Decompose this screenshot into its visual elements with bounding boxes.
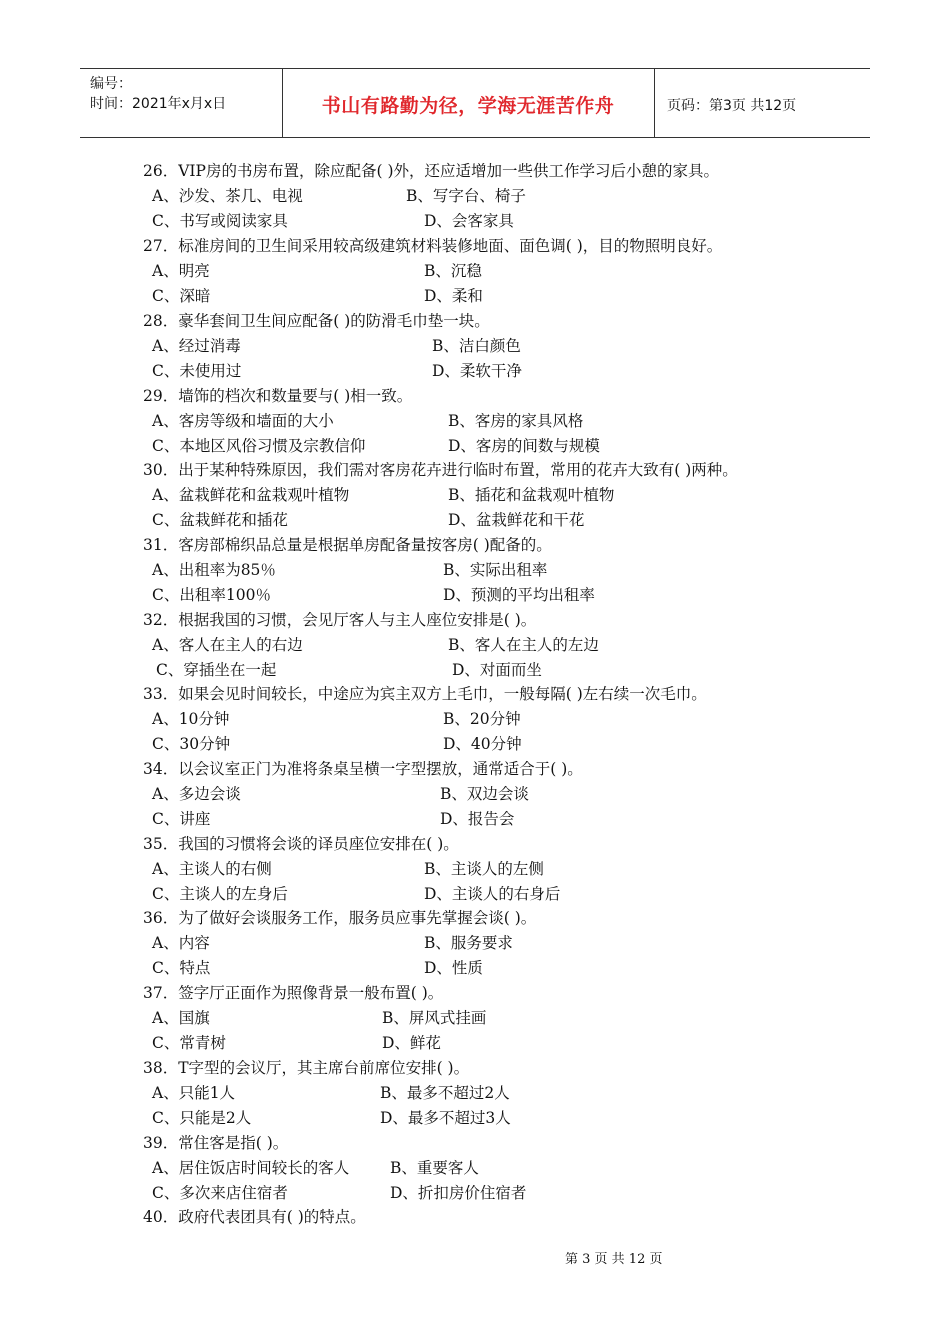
option-a: A、盆栽鲜花和盆栽观叶植物 xyxy=(152,486,350,504)
time-label: 时间：2021年x月x日 xyxy=(90,96,227,112)
option-d: D、性质 xyxy=(424,959,483,977)
option-b: B、沉稳 xyxy=(424,262,482,280)
option-d: D、主谈人的右身后 xyxy=(424,885,561,903)
option-c: C、讲座 xyxy=(152,810,211,828)
option-c: C、特点 xyxy=(152,959,211,977)
option-d: D、最多不超过3人 xyxy=(380,1109,511,1127)
option-a: A、客人在主人的右边 xyxy=(152,636,303,654)
option-a: A、10分钟 xyxy=(152,710,230,728)
question-stem: 29．墙饰的档次和数量要与( )相一致。 xyxy=(143,387,413,405)
question-stem: 34．以会议室正门为准将条桌呈横一字型摆放，通常适合于( )。 xyxy=(143,760,583,778)
option-c: C、30分钟 xyxy=(152,735,231,753)
question-stem: 36．为了做好会谈服务工作，服务员应事先掌握会谈( )。 xyxy=(143,909,537,927)
option-c: C、深暗 xyxy=(152,287,211,305)
header-motto: 书山有路勤为径，学海无涯苦作舟 xyxy=(321,95,615,117)
question-stem: 30．出于某种特殊原因，我们需对客房花卉进行临时布置，常用的花卉大致有( )两种。 xyxy=(143,461,738,479)
option-b: B、实际出租率 xyxy=(443,561,548,579)
option-c: C、出租率100％ xyxy=(152,586,271,604)
option-d: D、会客家具 xyxy=(424,212,514,230)
option-b: B、客人在主人的左边 xyxy=(448,636,599,654)
option-c: C、未使用过 xyxy=(152,362,242,380)
option-b: B、写字台、椅子 xyxy=(406,187,526,205)
option-d: D、柔和 xyxy=(424,287,483,305)
question-stem: 27．标准房间的卫生间采用较高级建筑材料装修地面、面色调( )，目的物照明良好。 xyxy=(143,237,723,255)
page-footer: 第 3 页 共 12 页 xyxy=(565,1252,663,1267)
question-stem: 40．政府代表团具有( )的特点。 xyxy=(143,1208,366,1226)
option-b: B、插花和盆栽观叶植物 xyxy=(448,486,615,504)
option-b: B、客房的家具风格 xyxy=(448,412,584,430)
option-c: C、本地区风俗习惯及宗教信仰 xyxy=(152,437,366,455)
option-b: B、洁白颜色 xyxy=(432,337,521,355)
option-b: B、双边会谈 xyxy=(440,785,529,803)
question-stem: 33．如果会见时间较长，中途应为宾主双方上毛巾，一般每隔( )左右续一次毛巾。 xyxy=(143,685,707,703)
question-stem: 38．T字型的会议厅，其主席台前席位安排( )。 xyxy=(143,1059,470,1077)
option-c: C、主谈人的左身后 xyxy=(152,885,288,903)
option-b: B、最多不超过2人 xyxy=(380,1084,510,1102)
option-d: D、报告会 xyxy=(440,810,515,828)
option-a: A、沙发、茶几、电视 xyxy=(152,187,303,205)
option-a: A、主谈人的右侧 xyxy=(152,860,272,878)
option-c: C、只能是2人 xyxy=(152,1109,252,1127)
option-a: A、客房等级和墙面的大小 xyxy=(152,412,334,430)
option-d: D、客房的间数与规模 xyxy=(448,437,600,455)
option-d: D、40分钟 xyxy=(443,735,522,753)
serial-label: 编号： xyxy=(90,76,132,92)
option-d: D、柔软干净 xyxy=(432,362,522,380)
option-a: A、只能1人 xyxy=(152,1084,236,1102)
option-d: D、盆栽鲜花和干花 xyxy=(448,511,585,529)
question-stem: 37．签字厅正面作为照像背景一般布置( )。 xyxy=(143,984,444,1002)
option-c: C、多次来店住宿者 xyxy=(152,1184,288,1202)
option-a: A、内容 xyxy=(152,934,210,952)
option-b: B、重要客人 xyxy=(390,1159,479,1177)
option-a: A、居住饭店时间较长的客人 xyxy=(152,1159,350,1177)
option-c: C、穿插坐在一起 xyxy=(156,661,277,679)
option-c: C、盆栽鲜花和插花 xyxy=(152,511,288,529)
option-d: D、预测的平均出租率 xyxy=(443,586,595,604)
question-stem: 35．我国的习惯将会谈的译员座位安排在( )。 xyxy=(143,835,459,853)
option-a: A、明亮 xyxy=(152,262,210,280)
question-stem: 28．豪华套间卫生间应配备( )的防滑毛巾垫一块。 xyxy=(143,312,490,330)
option-a: A、经过消毒 xyxy=(152,337,241,355)
option-a: A、出租率为85％ xyxy=(152,561,276,579)
question-stem: 32．根据我国的习惯，会见厅客人与主人座位安排是( )。 xyxy=(143,611,537,629)
option-c: C、常青树 xyxy=(152,1034,226,1052)
question-stem: 39．常住客是指( )。 xyxy=(143,1134,289,1152)
option-b: B、20分钟 xyxy=(443,710,521,728)
question-stem: 31．客房部棉织品总量是根据单房配备量按客房( )配备的。 xyxy=(143,536,552,554)
option-a: A、国旗 xyxy=(152,1009,210,1027)
option-d: D、鲜花 xyxy=(382,1034,441,1052)
option-c: C、书写或阅读家具 xyxy=(152,212,288,230)
question-stem: 26．VIP房的书房布置，除应配备( )外，还应适增加一些供工作学习后小憩的家具。 xyxy=(143,162,719,180)
header-page-number: 页码：第3页 共12页 xyxy=(667,98,797,114)
option-b: B、服务要求 xyxy=(424,934,513,952)
option-b: B、屏风式挂画 xyxy=(382,1009,487,1027)
option-b: B、主谈人的左侧 xyxy=(424,860,544,878)
option-d: D、对面而坐 xyxy=(452,661,542,679)
option-d: D、折扣房价住宿者 xyxy=(390,1184,527,1202)
option-a: A、多边会谈 xyxy=(152,785,241,803)
